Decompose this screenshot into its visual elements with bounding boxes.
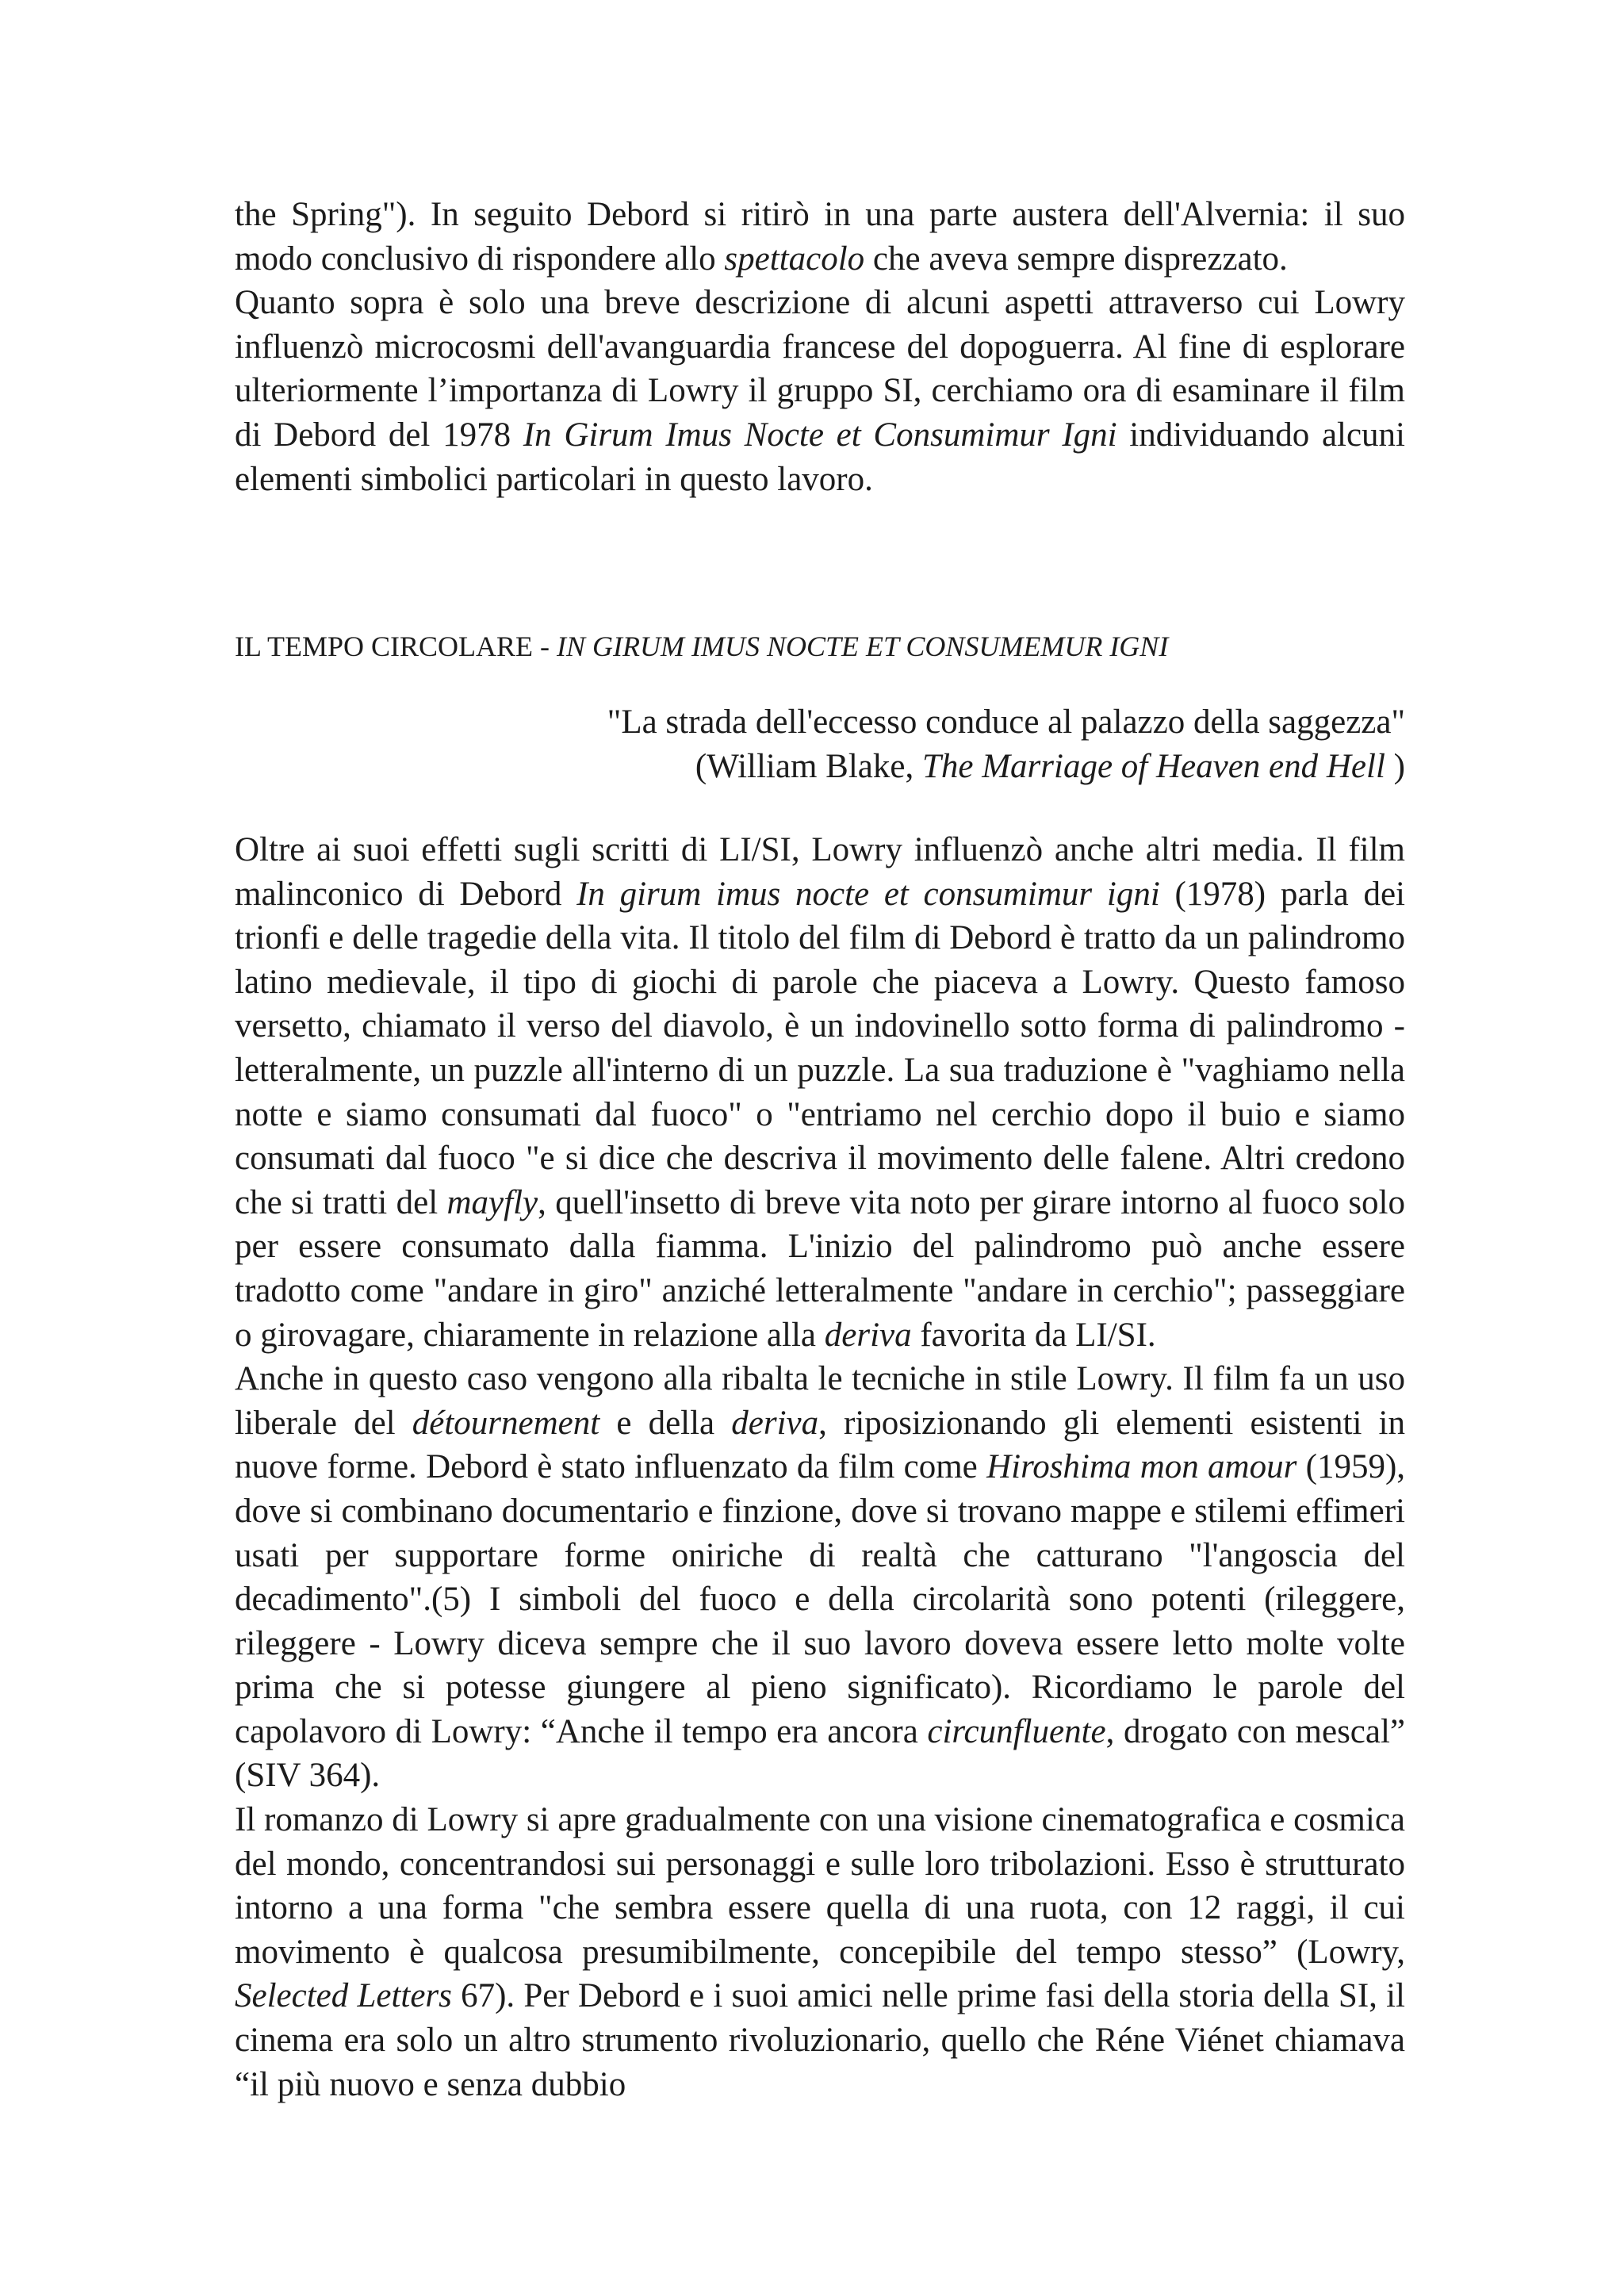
italic-text-run: deriva	[824, 1316, 912, 1354]
epigraph	[235, 700, 1405, 788]
italic-text-run: mayfly	[446, 1183, 538, 1221]
epigraph-quote: "La strada dell'eccesso conduce al palazzo della saggezza"	[607, 703, 1405, 741]
text-run: (1959), dove si combinano documentario e finzione, dove si trovano mappe e stilemi effimeri usati per supportare forme oniriche di realtà che catturano "l'angoscia del decadimento".(5) I simboli del fuoco e della circolarità sono potenti (rileggere, rileggere - Lowry diceva sempre che il suo lavoro doveva essere letto molte volte prima che si potesse giungere al pieno significato). Ricordiamo le parole del capolavoro di Lowry: “Anche il tempo era ancora	[235, 1448, 1406, 1750]
text-run: , quell'insetto di breve vita noto per girare intorno al fuoco solo per essere consumato dalla fiamma. L'inizio del palindromo può anche essere tradotto come "andare in giro" anziché letteralmente "andare in cerchio"; passeggiare o girovagare, chiaramente in relazione alla	[235, 1183, 1406, 1354]
italic-text-run: spettacolo	[724, 240, 865, 278]
text-run: che aveva sempre disprezzato.	[864, 240, 1288, 278]
italic-text-run: Selected Letters	[235, 1977, 452, 2015]
italic-text-run: In Girum Imus Nocte et Consumimur Igni	[523, 416, 1117, 454]
paragraph-body-1	[235, 828, 1405, 1357]
italic-text-run: In girum imus nocte et consumimur igni	[576, 875, 1160, 913]
text-run: , drogato con mescal” (SIV 364).	[235, 1712, 1406, 1795]
text-run: Oltre ai suoi effetti sugli scritti di LI/SI, Lowry influenzò anche altri media. Il film malinconico di Debord	[235, 831, 1405, 913]
italic-text-run: Hiroshima mon amour	[986, 1448, 1297, 1486]
italic-text-run: circunfluente	[927, 1712, 1106, 1750]
italic-text-run: deriva	[731, 1404, 819, 1442]
paragraph-body-3	[235, 1798, 1405, 2106]
text-run: individuando alcuni elementi simbolici particolari in questo lavoro.	[235, 416, 1406, 498]
italic-text-run: détournement	[412, 1404, 600, 1442]
text-run: (1978) parla dei trionfi e delle tragedie della vita. Il titolo del film di Debord è tratto da un palindromo latino medievale, il tipo di giochi di parole che piaceva a Lowry. Questo famoso versetto, chiamato il verso del diavolo, è un indovinello sotto forma di palindromo - letteralmente, un puzzle all'interno di un puzzle. La sua traduzione è "vaghiamo nella notte e siamo consumati dal fuoco" o "entriamo nel cerchio dopo il buio e siamo consumati dal fuoco "e si dice che descriva il movimento delle falene. Altri credono che si tratti del	[235, 875, 1405, 1221]
section-heading-title: IN GIRUM IMUS NOCTE ET CONSUMEMUR IGNI	[557, 631, 1169, 662]
text-block-top	[235, 193, 1405, 501]
text-run: Anche in questo caso vengono alla ribalta le tecniche in stile Lowry. Il film fa un uso liberale del	[235, 1360, 1405, 1442]
text-run: , riposizionando gli elementi esistenti in nuove forme. Debord è stato influenzato da film come	[235, 1404, 1405, 1486]
section-heading	[235, 627, 1405, 666]
text-run: the Spring"). In seguito Debord si ritirò in una parte austera dell'Alvernia: il suo modo conclusivo di rispondere allo	[235, 196, 1405, 278]
epigraph-attribution	[235, 745, 1405, 789]
text-run: 67). Per Debord e i suoi amici nelle prime fasi della storia della SI, il cinema era solo un altro strumento rivoluzionario, quello che Réne Viénet chiamava “il più nuovo e senza dubbio	[235, 1977, 1405, 2103]
section-heading-prefix: IL TEMPO CIRCOLARE -	[235, 631, 557, 662]
text-run: favorita da LI/SI.	[911, 1316, 1156, 1354]
text-run: Il romanzo di Lowry si apre gradualmente con una visione cinematografica e cosmica del mondo, concentrandosi sui personaggi e sulle loro tribolazioni. Esso è strutturato intorno a una forma "che sembra essere quella di una ruota, con 12 raggi, il cui movimento è qualcosa presumibilmente, concepibile del tempo stesso” (Lowry,	[235, 1801, 1405, 1971]
text-block-main	[235, 828, 1405, 2106]
epigraph-attribution-prefix: (William Blake,	[695, 747, 922, 785]
paragraph-intro	[235, 281, 1405, 501]
paragraph-top	[235, 193, 1405, 281]
text-run: e della	[599, 1404, 732, 1442]
text-run: Quanto sopra è solo una breve descrizione di alcuni aspetti attraverso cui Lowry influenzò microcosmi dell'avanguardia francese del dopoguerra. Al fine di esplorare ulteriormente l’importanza di Lowry il gruppo SI, cerchiamo ora di esaminare il film di Debord del 1978	[235, 284, 1405, 454]
paragraph-body-2	[235, 1357, 1405, 1798]
epigraph-attribution-suffix: )	[1385, 747, 1405, 785]
epigraph-attribution-work: The Marriage of Heaven end Hell	[921, 747, 1385, 785]
